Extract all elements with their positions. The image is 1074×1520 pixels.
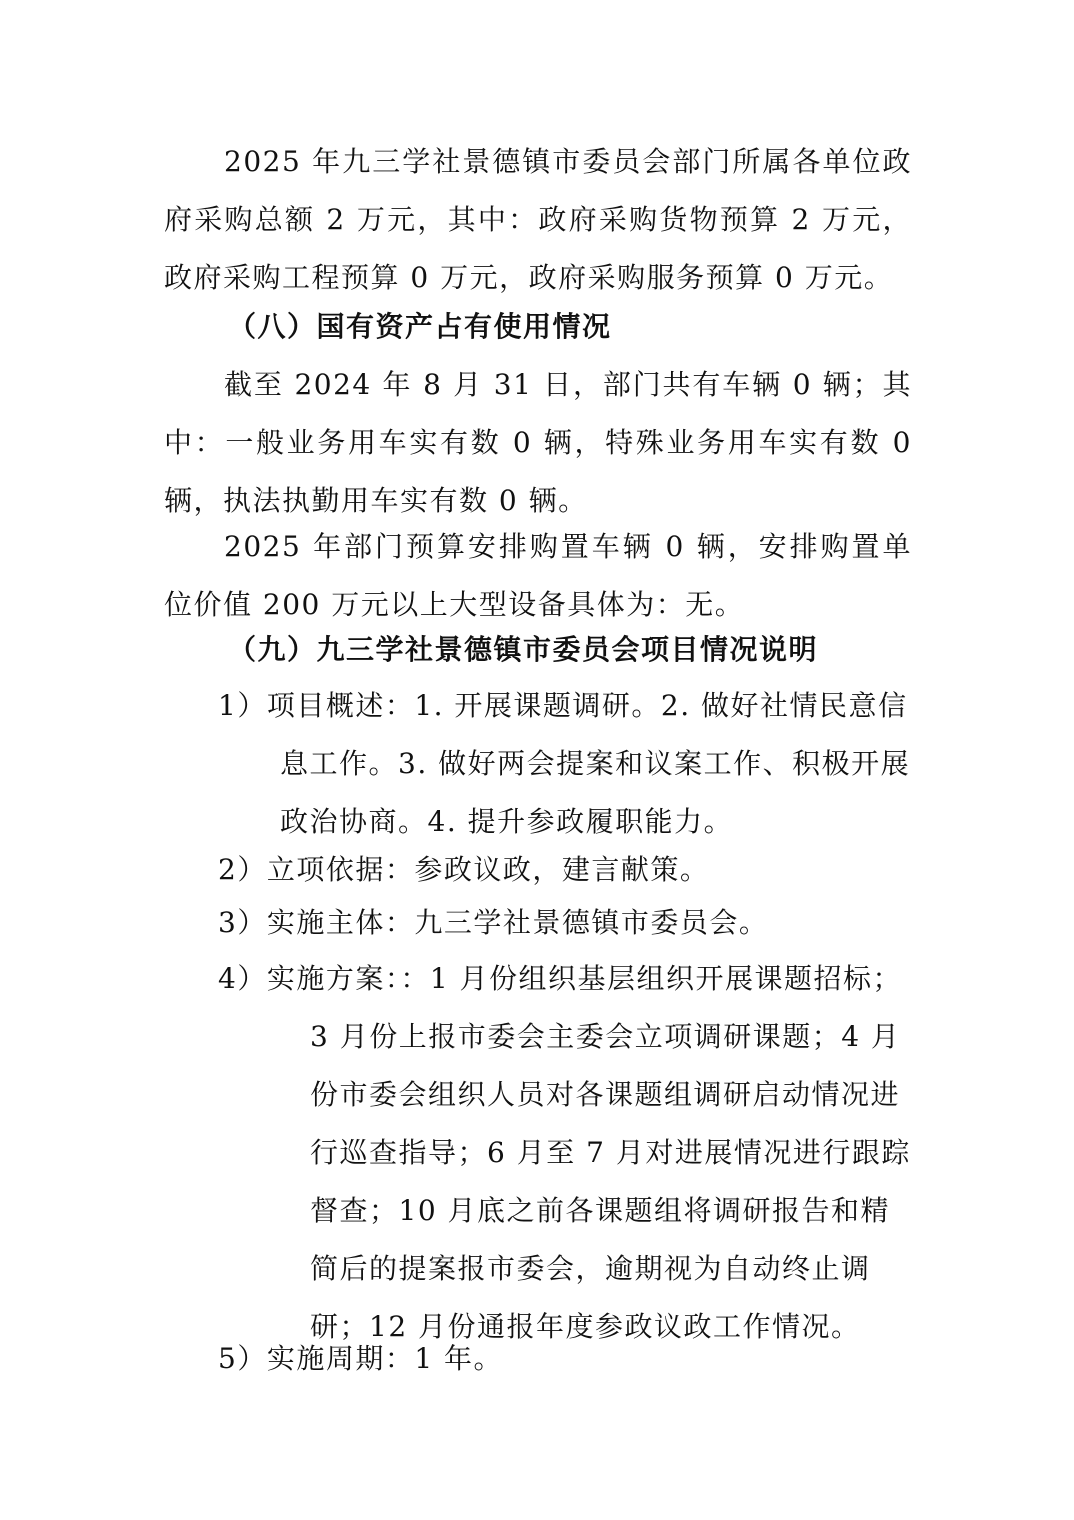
- list-item-implementer: 3）实施主体：九三学社景德镇市委员会。: [218, 906, 769, 939]
- section-heading-assets: （八）国有资产占有使用情况: [228, 310, 612, 343]
- vehicle-budget-paragraph: 2025 年部门预算安排购置车辆 0 辆，安排购置单位价值 200 万元以上大型设备具体为：无。: [164, 530, 912, 621]
- section-heading-projects: （九）九三学社景德镇市委员会项目情况说明: [228, 633, 819, 666]
- procurement-paragraph: 2025 年九三学社景德镇市委员会部门所属各单位政府采购总额 2 万元，其中：政府采购货物预算 2 万元，政府采购工程预算 0 万元，政府采购服务预算 0 万元。: [164, 145, 912, 294]
- vehicles-paragraph: 截至 2024 年 8 月 31 日，部门共有车辆 0 辆；其中：一般业务用车实有数 0 辆，特殊业务用车实有数 0 辆，执法执勤用车实有数 0 辆。: [164, 368, 912, 517]
- list-item-overview: 1）项目概述：1. 开展课题调研。2. 做好社情民意信息工作。3. 做好两会提案和议案工作、积极开展政治协商。4. 提升参政履职能力。: [218, 689, 911, 838]
- list-item-basis: 2）立项依据：参政议政，建言献策。: [218, 853, 710, 886]
- list-item-plan: 4）实施方案：：1 月份组织基层组织开展课题招标；3 月份上报市委会主委会立项调研课题；4 月份市委会组织人员对各课题组调研启动情况进行巡查指导；6 月至 7 月对进展情况进行跟踪督查；10 月底之前各课题组将调研报告和精简后的提案报市委会，逾期视为自动终止调研；12 月份通报年度参政议政工作情况。: [218, 962, 911, 1343]
- list-item-period: 5）实施周期：1 年。: [218, 1342, 504, 1375]
